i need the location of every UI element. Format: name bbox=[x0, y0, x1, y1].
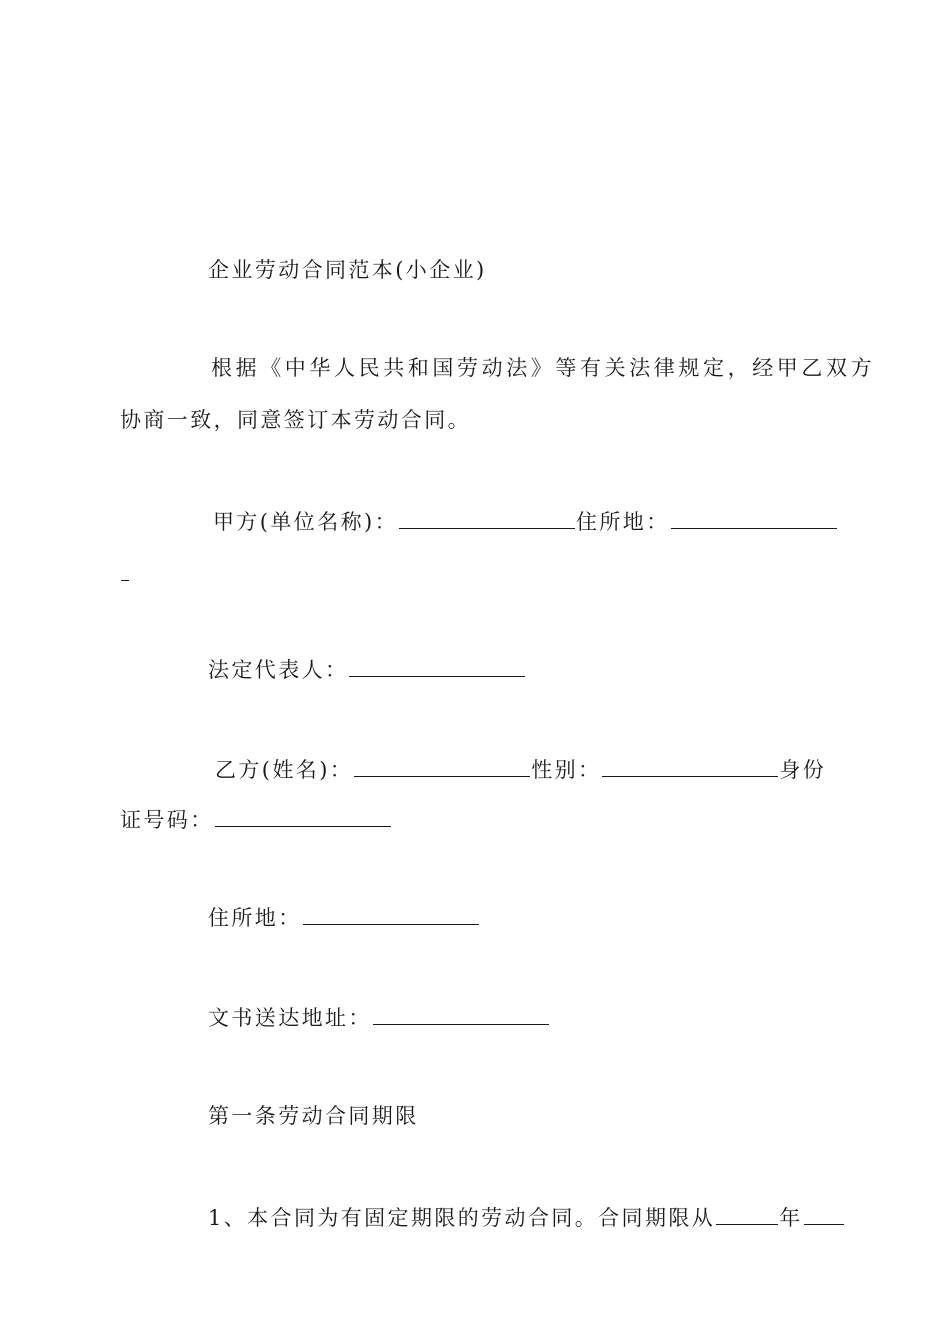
id-number-line bbox=[120, 808, 392, 831]
residence-line bbox=[208, 906, 480, 929]
id-number-blank[interactable] bbox=[215, 808, 391, 827]
party-b-label: 乙方(姓名)： bbox=[215, 758, 354, 782]
party-a-name-blank[interactable] bbox=[399, 510, 575, 529]
delivery-address-blank[interactable] bbox=[373, 1006, 549, 1025]
party-a-address-blank[interactable] bbox=[671, 510, 837, 529]
article-1-title: 第一条劳动合同期限 bbox=[208, 1104, 419, 1128]
intro-paragraph-line-2: 协商一致，同意签订本劳动合同。 bbox=[120, 408, 471, 432]
year-label: 年 bbox=[779, 1206, 803, 1230]
residence-label: 住所地： bbox=[208, 906, 302, 930]
id-label-part1: 身份 bbox=[779, 758, 827, 782]
clause-1-line bbox=[208, 1206, 845, 1229]
intro-paragraph-line-1: 根据《中华人民共和国劳动法》等有关法律规定，经甲乙双方 bbox=[211, 356, 876, 380]
gender-blank[interactable] bbox=[602, 758, 778, 777]
legal-rep-line bbox=[208, 658, 526, 681]
legal-rep-label: 法定代表人： bbox=[208, 658, 349, 682]
party-a-line bbox=[213, 510, 838, 533]
party-b-line bbox=[215, 758, 826, 781]
party-a-label: 甲方(单位名称)： bbox=[213, 510, 398, 534]
delivery-address-line bbox=[208, 1006, 550, 1029]
delivery-address-label: 文书送达地址： bbox=[208, 1006, 372, 1030]
gender-label: 性别： bbox=[531, 758, 602, 782]
document-title: 企业劳动合同范本(小企业) bbox=[208, 258, 487, 282]
party-b-name-blank[interactable] bbox=[354, 758, 530, 777]
legal-rep-blank[interactable] bbox=[349, 658, 525, 677]
party-a-address-blank-continued[interactable] bbox=[121, 562, 129, 581]
start-month-blank[interactable] bbox=[804, 1206, 844, 1225]
id-label-part2: 证号码： bbox=[120, 808, 214, 832]
residence-blank[interactable] bbox=[303, 906, 479, 925]
clause-1-text: 1、本合同为有固定期限的劳动合同。合同期限从 bbox=[208, 1206, 716, 1230]
party-a-address-label: 住所地： bbox=[576, 510, 670, 534]
start-year-blank[interactable] bbox=[716, 1206, 778, 1225]
party-a-address-continuation bbox=[120, 562, 130, 585]
